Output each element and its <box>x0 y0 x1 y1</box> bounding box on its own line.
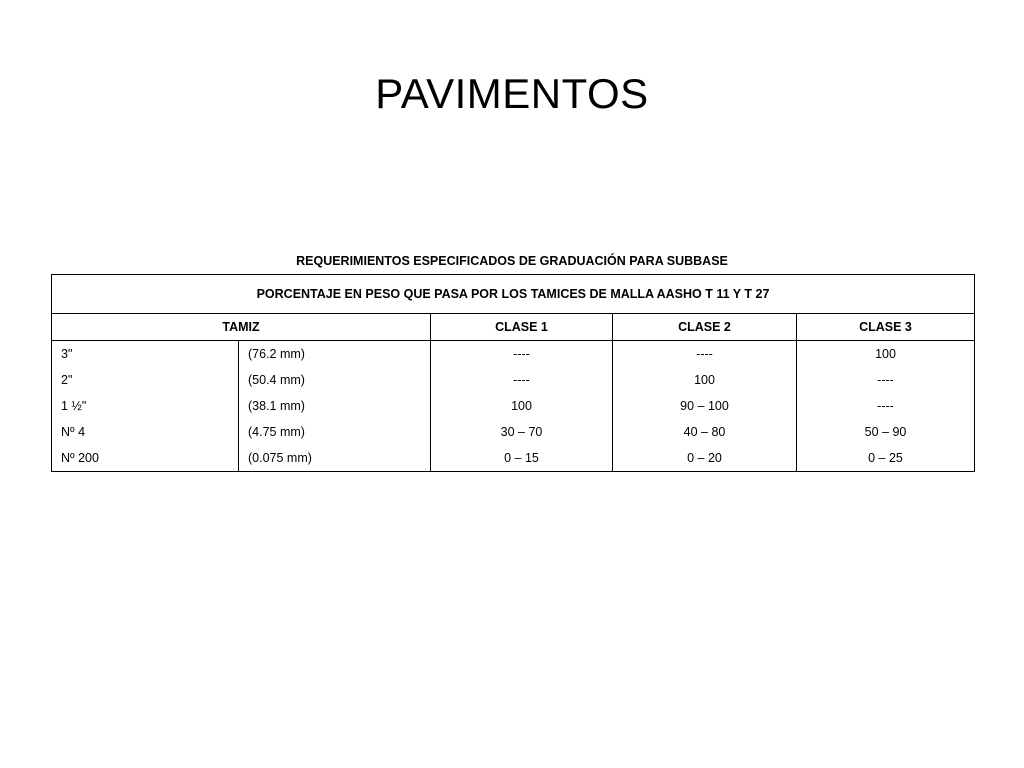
table-row <box>52 419 975 445</box>
clase-1-value: ---- <box>431 341 613 368</box>
clase-3-value: ---- <box>797 393 975 419</box>
clase-1-value: ---- <box>431 367 613 393</box>
table-header-row <box>52 275 975 314</box>
clase-3-value: 0 – 25 <box>797 445 975 472</box>
clase-3-value: ---- <box>797 367 975 393</box>
sieve-size: 1 ½" <box>52 393 239 419</box>
clase-2-value: 40 – 80 <box>613 419 797 445</box>
column-header-row <box>52 314 975 341</box>
sieve-size: 2" <box>52 367 239 393</box>
clase-2-value: 100 <box>613 367 797 393</box>
sieve-mm: (0.075 mm) <box>239 445 431 472</box>
sieve-size: 3" <box>52 341 239 368</box>
table-row <box>52 341 975 368</box>
table-row <box>52 393 975 419</box>
column-header-tamiz: TAMIZ <box>52 314 431 341</box>
gradation-table <box>51 274 975 472</box>
table-header: PORCENTAJE EN PESO QUE PASA POR LOS TAMICES DE MALLA AASHO T 11 Y T 27 <box>52 275 975 314</box>
column-header-clase-1: CLASE 1 <box>431 314 613 341</box>
table-row <box>52 445 975 472</box>
column-header-clase-3: CLASE 3 <box>797 314 975 341</box>
column-header-clase-2: CLASE 2 <box>613 314 797 341</box>
clase-1-value: 30 – 70 <box>431 419 613 445</box>
clase-3-value: 50 – 90 <box>797 419 975 445</box>
sieve-mm: (38.1 mm) <box>239 393 431 419</box>
clase-3-value: 100 <box>797 341 975 368</box>
sieve-mm: (76.2 mm) <box>239 341 431 368</box>
sieve-size: Nº 4 <box>52 419 239 445</box>
clase-1-value: 0 – 15 <box>431 445 613 472</box>
table-caption: REQUERIMIENTOS ESPECIFICADOS DE GRADUACIÓN PARA SUBBASE <box>296 254 728 268</box>
slide-title: PAVIMENTOS <box>375 70 649 117</box>
sieve-mm: (50.4 mm) <box>239 367 431 393</box>
sieve-size: Nº 200 <box>52 445 239 472</box>
sieve-mm: (4.75 mm) <box>239 419 431 445</box>
clase-2-value: 0 – 20 <box>613 445 797 472</box>
clase-2-value: ---- <box>613 341 797 368</box>
clase-2-value: 90 – 100 <box>613 393 797 419</box>
clase-1-value: 100 <box>431 393 613 419</box>
table-row <box>52 367 975 393</box>
